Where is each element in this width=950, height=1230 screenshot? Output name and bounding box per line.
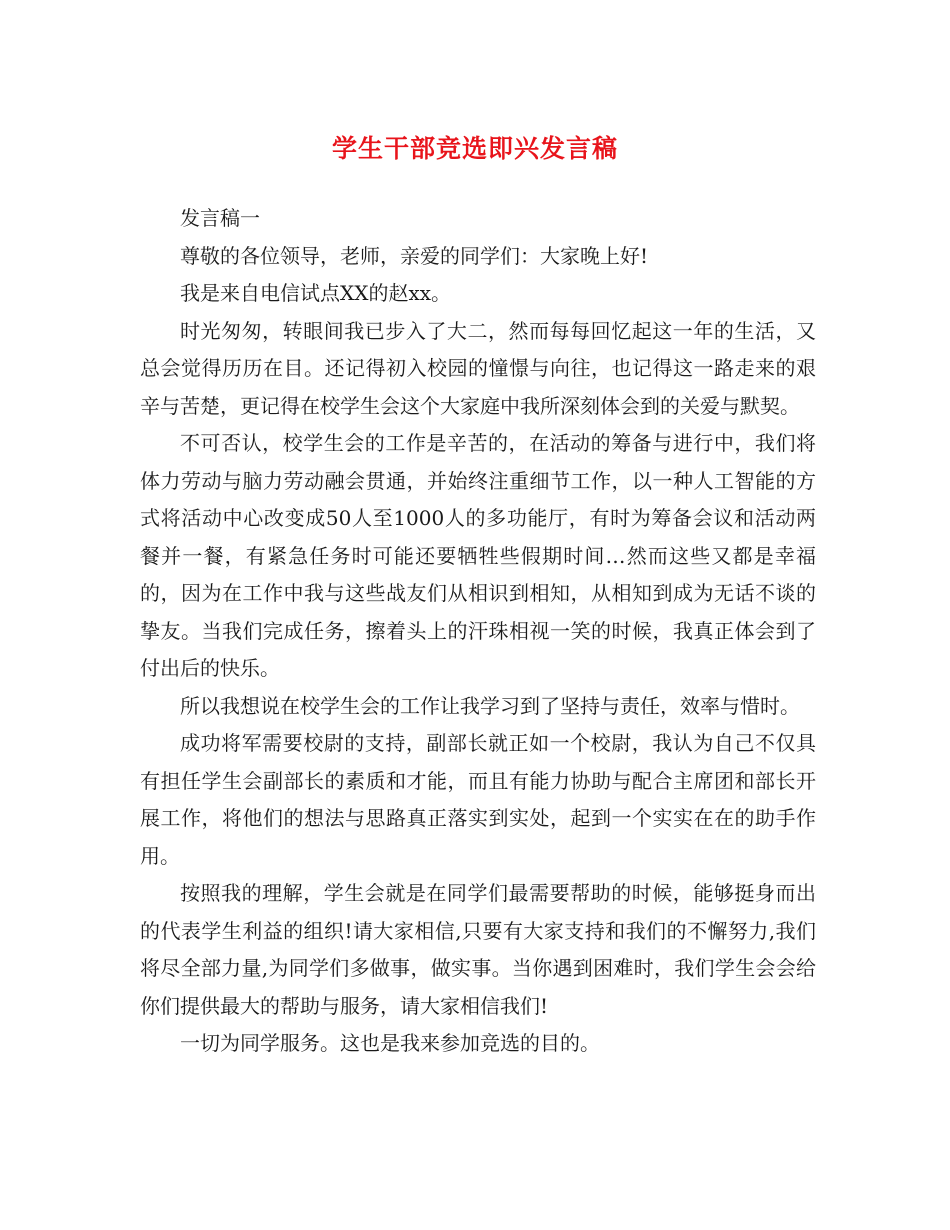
paragraph: 时光匆匆，转眼间我已步入了大二，然而每每回忆起这一年的生活，又总会觉得历历在目。还记得初入校园的憧憬与向往，也记得这一路走来的艰辛与苦楚，更记得在校学生会这个大家庭中我所深刻体会到的关爱与默契。 bbox=[140, 318, 816, 418]
document-body bbox=[140, 200, 816, 1063]
paragraph-closing: 一切为同学服务。这也是我来参加竞选的目的。 bbox=[180, 1031, 600, 1055]
document-title: 学生干部竞选即兴发言稿 bbox=[331, 134, 618, 163]
paragraph-heading: 发言稿一 bbox=[180, 206, 260, 230]
paragraph: 成功将军需要校尉的支持，副部长就正如一个校尉，我认为自己不仅具有担任学生会副部长的素质和才能，而且有能力协助与配合主席团和部长开展工作，将他们的想法与思路真正落实到实处，起到一个实实在在的助手作用。 bbox=[140, 731, 816, 868]
paragraph: 所以我想说在校学生会的工作让我学习到了坚持与责任，效率与惜时。 bbox=[180, 693, 800, 718]
paragraph-greeting: 尊敬的各位领导，老师，亲爱的同学们：大家晚上好! bbox=[180, 243, 649, 268]
paragraph: 按照我的理解，学生会就是在同学们最需要帮助的时候，能够挺身而出的代表学生利益的组织!请大家相信,只要有大家支持和我们的不懈努力,我们将尽全部力量,为同学们多做事，做实事。当你遇到困难时，我们学生会会给你们提供最大的帮助与服务，请大家相信我们! bbox=[140, 881, 816, 1018]
paragraph: 不可否认，校学生会的工作是辛苦的，在活动的筹备与进行中，我们将体力劳动与脑力劳动融会贯通，并始终注重细节工作，以一种人工智能的方式将活动中心改变成50人至1000人的多功能厅，有时为筹备会议和活动两餐并一餐，有紧急任务时可能还要牺牲些假期时间…然而这些又都是幸福的，因为在工作中我与这些战友们从相识到相知，从相知到成为无话不谈的挚友。当我们完成任务，擦着头上的汗珠相视一笑的时候，我真正体会到了付出后的快乐。 bbox=[140, 431, 816, 680]
paragraph-introduction: 我是来自电信试点XX的赵xx。 bbox=[180, 281, 452, 305]
